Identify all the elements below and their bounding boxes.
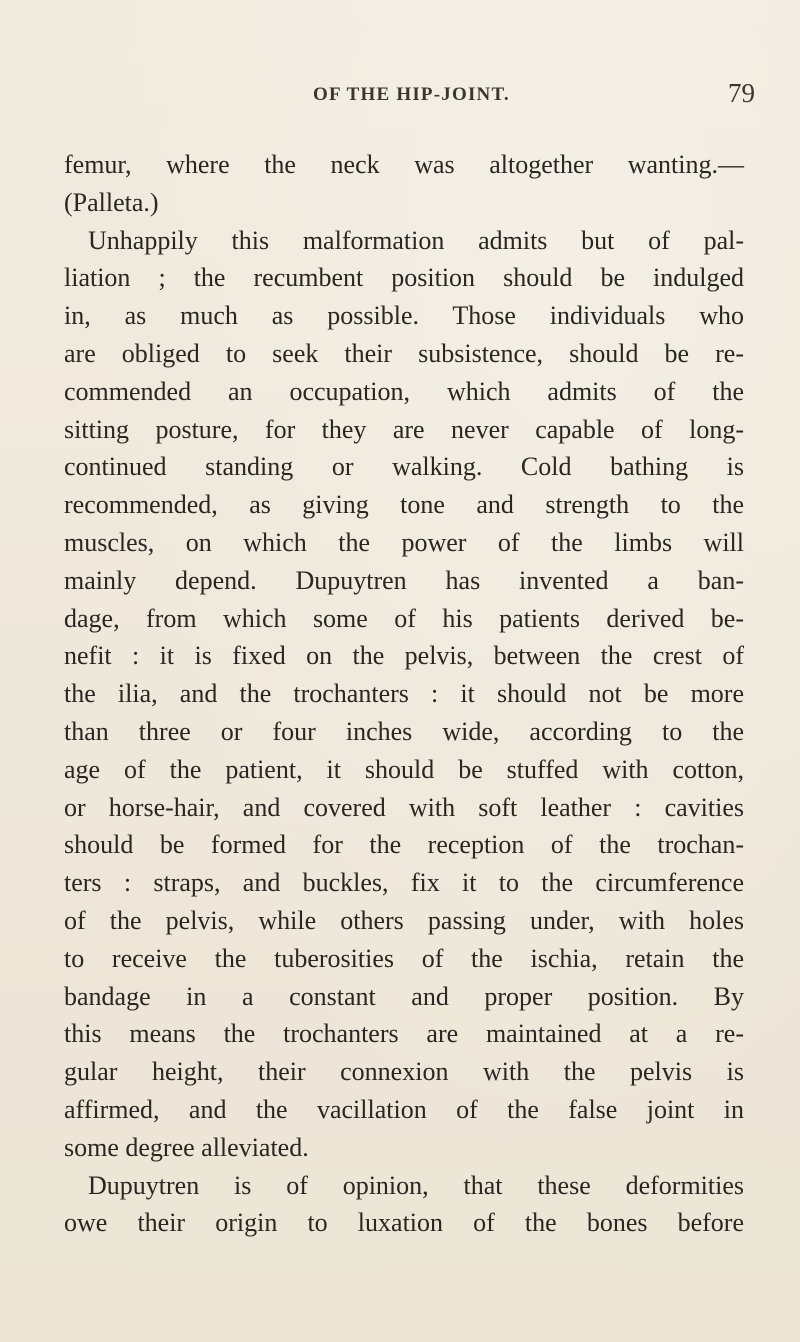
text-line: ters : straps, and buckles, fix it to the circumference — [64, 868, 744, 898]
running-head — [0, 78, 800, 116]
text-line: of the pelvis, while others passing under, with holes — [64, 905, 744, 935]
text-line: or horse-hair, and covered with soft leather : cavities — [64, 792, 744, 822]
body-text — [64, 146, 744, 1242]
text-line: dage, from which some of his patients derived be- — [64, 603, 744, 633]
text-line: (Palleta.) — [64, 187, 159, 217]
text-line: are obliged to seek their subsistence, should be re- — [64, 338, 744, 368]
text-line: owe their origin to luxation of the bones before — [64, 1208, 744, 1238]
text-line: age of the patient, it should be stuffed with cotton, — [64, 754, 744, 784]
text-line: this means the trochanters are maintained at a re- — [64, 1019, 744, 1049]
text-line: mainly depend. Dupuytren has invented a ban- — [64, 565, 744, 595]
running-head-title: OF THE HIP-JOINT. — [313, 84, 510, 105]
text-line: some degree alleviated. — [64, 1132, 309, 1162]
text-line: gular height, their connexion with the pelvis is — [64, 1057, 744, 1087]
text-line: affirmed, and the vacillation of the false joint in — [64, 1094, 744, 1124]
text-line: commended an occupation, which admits of the — [64, 376, 744, 406]
text-line: femur, where the neck was altogether wanting.— — [64, 150, 744, 179]
text-line: liation ; the recumbent position should be indulged — [64, 263, 744, 293]
text-line: should be formed for the reception of the trochan- — [64, 830, 744, 860]
text-line: Dupuytren is of opinion, that these deformities — [88, 1170, 744, 1200]
page-number: 79 — [728, 78, 755, 108]
text-line: nefit : it is fixed on the pelvis, between the crest of — [64, 641, 744, 671]
text-line: to receive the tuberosities of the ischia, retain the — [64, 943, 744, 973]
text-line: muscles, on which the power of the limbs will — [64, 527, 744, 557]
text-line: continued standing or walking. Cold bathing is — [64, 452, 744, 482]
text-line: in, as much as possible. Those individuals who — [64, 301, 744, 331]
text-line: than three or four inches wide, according to the — [64, 716, 744, 746]
text-line: sitting posture, for they are never capable of long- — [64, 414, 744, 444]
text-line: Unhappily this malformation admits but of pal- — [88, 225, 744, 255]
text-line: the ilia, and the trochanters : it should not be more — [64, 679, 744, 709]
text-line: recommended, as giving tone and strength to the — [64, 490, 744, 520]
text-line: bandage in a constant and proper position. By — [64, 981, 744, 1011]
